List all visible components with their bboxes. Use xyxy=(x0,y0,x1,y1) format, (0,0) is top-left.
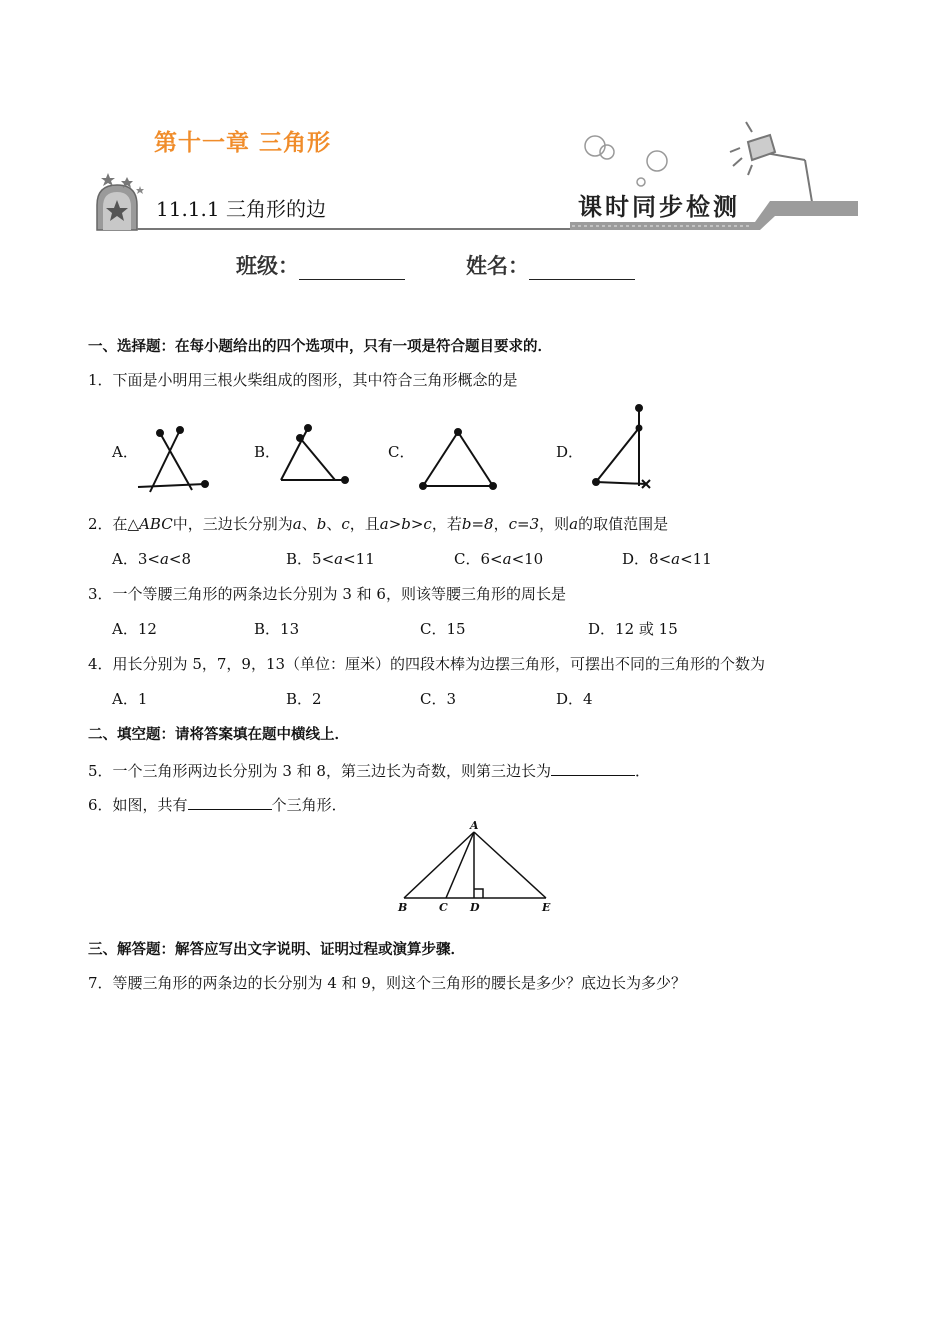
q2-option-a[interactable]: A．3<a<8 xyxy=(112,550,192,568)
bubbles-decoration xyxy=(585,136,667,186)
sync-label: 课时同步检测 xyxy=(578,192,740,221)
q4-text: 用长分别为 5，7，9，13（单位：厘米）的四段木棒为边摆三角形，可摆出不同的三角形的个数为 xyxy=(112,655,766,673)
q2-option-c[interactable]: C．6<a<10 xyxy=(454,550,544,568)
q3-option-c[interactable]: C．15 xyxy=(420,620,466,638)
q7-number: 7． xyxy=(88,974,113,992)
figure-c-closed-triangle[interactable] xyxy=(420,429,496,489)
part3-heading: 三、解答题：解答应写出文字说明、证明过程或演算步骤． xyxy=(88,942,465,958)
q2-option-b[interactable]: B．5<a<11 xyxy=(286,550,375,568)
q2-number: 2． xyxy=(88,515,113,533)
q1-option-c-label: C． xyxy=(388,443,415,461)
chapter-title: 第十一章 三角形 xyxy=(154,130,332,156)
name-field xyxy=(466,250,635,280)
desk-lamp-icon xyxy=(730,122,812,202)
q6-text-pre: 如图，共有 xyxy=(112,796,188,814)
q4-number: 4． xyxy=(88,655,113,673)
class-field xyxy=(236,250,405,280)
header-decoration xyxy=(0,0,950,240)
q1-text: 下面是小明用三根火柴组成的图形，其中符合三角形概念的是 xyxy=(112,371,518,389)
q4-option-c[interactable]: C．3 xyxy=(420,690,457,708)
q2-c-value: c=3 xyxy=(508,515,540,533)
figure-a-crossed-matches[interactable] xyxy=(138,427,208,492)
label-c: C xyxy=(439,901,448,914)
class-label: 班级： xyxy=(236,254,299,278)
q2-b-value: b=8 xyxy=(461,515,494,533)
part2-heading: 二、填空题：请将答案填在题中横线上． xyxy=(88,727,349,743)
q2-text-4: ，若 xyxy=(431,515,462,533)
label-a: A xyxy=(470,819,479,832)
segment-ac xyxy=(446,832,474,898)
question-1 xyxy=(88,370,518,390)
q2-var-a-2: a xyxy=(569,515,579,533)
q5-text: 一个三角形两边长分别为 3 和 8，第三边长为奇数，则第三边长为 xyxy=(112,762,551,780)
class-blank[interactable] xyxy=(299,257,405,280)
q3-option-a[interactable]: A．12 xyxy=(112,620,157,638)
q6-answer-blank[interactable] xyxy=(188,794,272,810)
q4-option-a[interactable]: A．1 xyxy=(112,690,148,708)
figure-b-open-triangle[interactable] xyxy=(281,425,348,483)
q6-number: 6． xyxy=(88,796,113,814)
q3-number: 3． xyxy=(88,585,113,603)
label-d: D xyxy=(470,901,480,914)
q2-option-d[interactable]: D．8<a<11 xyxy=(622,550,712,568)
q1-option-b-label: B． xyxy=(254,443,281,461)
q2-abc: ABC xyxy=(139,515,173,533)
question-4 xyxy=(88,654,765,674)
q2-var-b: b xyxy=(316,515,327,533)
star-badge-icon xyxy=(97,173,144,230)
q2-var-a: a xyxy=(292,515,302,533)
question-2 xyxy=(88,514,668,534)
q2-text-3: ，且 xyxy=(349,515,380,533)
name-blank[interactable] xyxy=(529,257,635,280)
segment-ae xyxy=(474,832,546,898)
question-7 xyxy=(88,973,686,993)
q2-text-6: ，则 xyxy=(539,515,570,533)
label-b: B xyxy=(398,901,408,914)
figure-d-right-shape[interactable] xyxy=(593,405,650,488)
q2-text-1: 在△ xyxy=(112,515,140,533)
q1-number: 1． xyxy=(88,371,113,389)
q2-sep-2: 、 xyxy=(326,515,342,533)
q2-text-7: 的取值范围是 xyxy=(578,515,669,533)
segment-ab xyxy=(404,832,474,898)
name-label: 姓名： xyxy=(466,254,529,278)
q4-option-b[interactable]: B．2 xyxy=(286,690,322,708)
q3-text: 一个等腰三角形的两条边长分别为 3 和 6，则该等腰三角形的周长是 xyxy=(112,585,566,603)
q2-condition: a>b>c xyxy=(379,515,432,533)
question-5 xyxy=(88,760,650,781)
q7-text: 等腰三角形的两条边的长分别为 4 和 9，则这个三角形的腰长是多少？底边长为多少？ xyxy=(112,974,686,992)
q3-option-b[interactable]: B．13 xyxy=(254,620,300,638)
q5-answer-blank[interactable] xyxy=(551,760,635,776)
q3-option-d[interactable]: D．12 或 15 xyxy=(588,620,678,638)
q1-option-a-label: A． xyxy=(112,443,138,461)
q4-option-d[interactable]: D．4 xyxy=(556,690,593,708)
question-6 xyxy=(88,794,347,815)
q1-option-d-label: D． xyxy=(556,443,584,461)
right-angle-mark xyxy=(474,889,483,898)
q6-triangle-figure xyxy=(390,818,560,914)
q2-var-c: c xyxy=(341,515,350,533)
question-3 xyxy=(88,584,566,604)
q6-text-post: 个三角形． xyxy=(271,796,347,814)
q2-sep-1: 、 xyxy=(301,515,317,533)
q2-text-2: 中，三边长分别为 xyxy=(172,515,293,533)
label-e: E xyxy=(542,901,551,914)
q1-match-figures xyxy=(0,400,950,500)
section-title: 11.1.1 三角形的边 xyxy=(156,197,326,221)
q5-number: 5． xyxy=(88,762,113,780)
q2-text-5: ， xyxy=(493,515,509,533)
part1-heading: 一、选择题：在每小题给出的四个选项中，只有一项是符合题目要求的． xyxy=(88,339,552,355)
q5-end: ． xyxy=(634,762,650,780)
